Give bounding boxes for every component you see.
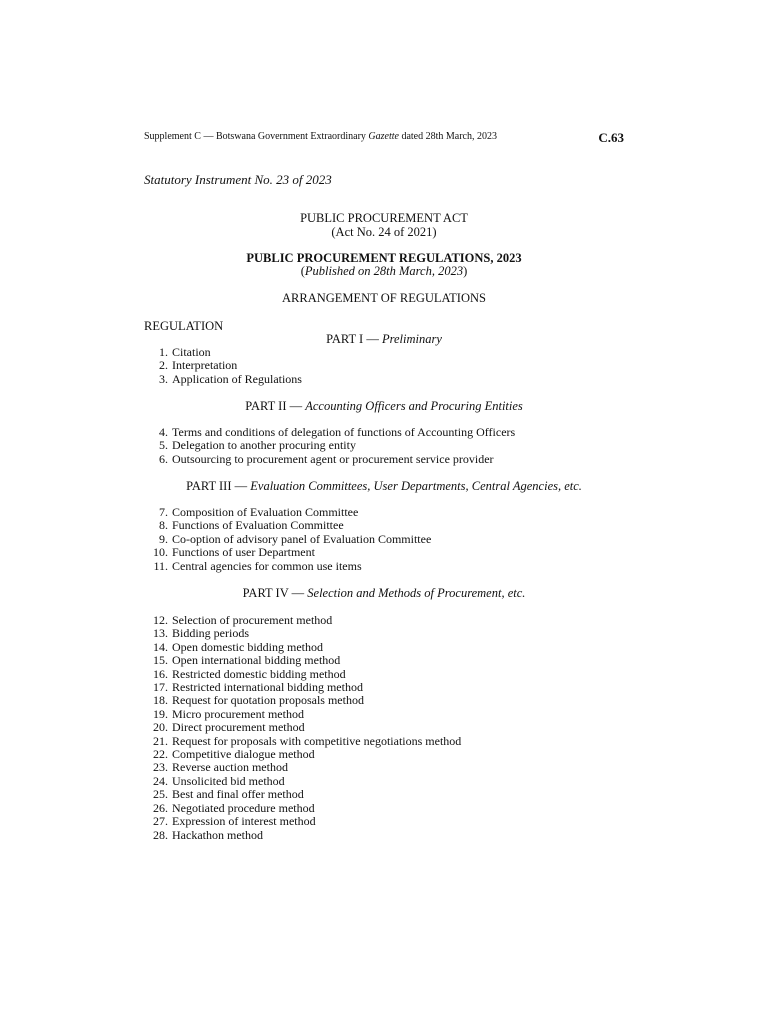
part-heading-3: PART III — Evaluation Committees, User Departments, Central Agencies, etc. (186, 479, 582, 493)
page-number: C.63 (598, 130, 624, 145)
list-item: 16. Restricted domestic bidding method (153, 666, 346, 681)
list-item: 1. Citation (159, 345, 211, 359)
list-item: 25. Best and final offer method (153, 787, 304, 802)
list-item: 8. Functions of Evaluation Committee (159, 518, 344, 533)
statutory-instrument-number: Statutory Instrument No. 23 of 2023 (144, 172, 332, 187)
list-item: 19. Micro procurement method (153, 706, 304, 721)
act-number: (Act No. 24 of 2021) (331, 225, 437, 239)
part-4-regulation-list (144, 614, 461, 842)
list-item: 27. Expression of interest method (153, 814, 316, 829)
list-item: 23. Reverse auction method (153, 760, 288, 775)
list-item: 15. Open international bidding method (153, 653, 341, 668)
list-item: 10. Functions of user Department (153, 545, 315, 560)
part-heading-2: PART II — Accounting Officers and Procuring Entities (245, 399, 523, 413)
regulation-column-label: REGULATION (144, 319, 224, 333)
gazette-supplement-line: Supplement C — Botswana Government Extraordinary Gazette dated 28th March, 2023 (144, 131, 497, 142)
part-2-regulation-list (144, 426, 515, 466)
gazette-word: Gazette (368, 131, 399, 142)
list-item: 7. Composition of Evaluation Committee (159, 505, 359, 519)
part-3-regulation-list (144, 506, 431, 573)
regulations-title: PUBLIC PROCUREMENT REGULATIONS, 2023 (246, 251, 522, 265)
list-item: 11. Central agencies for common use items (153, 558, 362, 573)
list-item: 9. Co-option of advisory panel of Evaluation Committee (159, 531, 432, 546)
list-item: 17. Restricted international bidding method (153, 680, 363, 695)
list-item: 2. Interpretation (159, 358, 238, 373)
list-item: 26. Negotiated procedure method (153, 800, 315, 815)
published-date: (Published on 28th March, 2023) (300, 264, 468, 278)
list-item: 5. Delegation to another procuring entity (159, 438, 356, 453)
list-item: 6. Outsourcing to procurement agent or procurement service provider (159, 451, 494, 466)
act-title: PUBLIC PROCUREMENT ACT (300, 211, 468, 225)
list-item: 22. Competitive dialogue method (153, 747, 315, 762)
list-item: 28. Hackathon method (153, 827, 263, 842)
part-1-regulation-list (144, 346, 302, 386)
list-item: 14. Open domestic bidding method (153, 639, 323, 654)
list-item: 24. Unsolicited bid method (153, 773, 285, 788)
list-item: 12. Selection of procurement method (153, 613, 333, 627)
page-header (144, 131, 624, 147)
list-item: 21. Request for proposals with competitive negotiations method (153, 733, 462, 748)
list-item: 3. Application of Regulations (159, 371, 302, 386)
list-item: 20. Direct procurement method (153, 720, 305, 735)
list-item: 13. Bidding periods (153, 626, 249, 641)
list-item: 18. Request for quotation proposals method (153, 693, 364, 708)
arrangement-title: ARRANGEMENT OF REGULATIONS (282, 291, 486, 305)
part-heading-4: PART IV — Selection and Methods of Procurement, etc. (242, 586, 526, 600)
list-item: 4. Terms and conditions of delegation of functions of Accounting Officers (159, 425, 516, 439)
part-heading-1: PART I — Preliminary (326, 332, 442, 346)
